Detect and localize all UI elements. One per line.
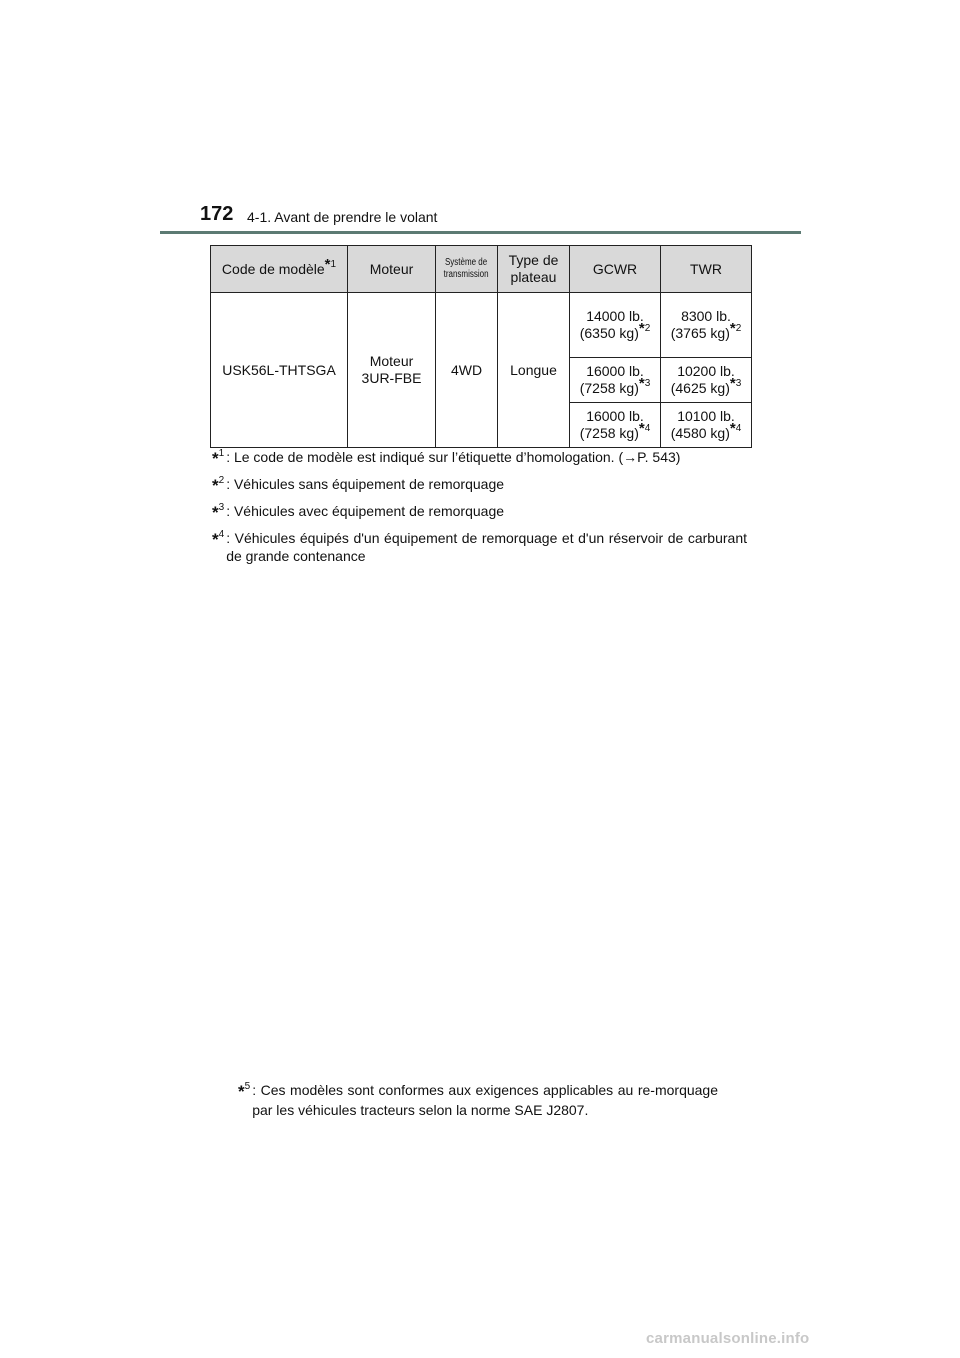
footnote [238, 1080, 718, 1120]
cell-twr: 10100 lb. (4580 kg)$^{*4}$ [661, 403, 752, 448]
footnote-text: : Le code de modèle est indiqué sur l’étiquette d’homologation. (→P. 543) [226, 449, 681, 465]
table-header-row [211, 246, 752, 293]
footnote-text: : Véhicules avec équipement de remorquage [226, 503, 505, 519]
header-model-code: Code de modèle$^{*1}$ [211, 246, 348, 293]
cell-drive: 4WD [436, 293, 498, 448]
footnote-marker: *$^4$ [212, 529, 225, 549]
cell-gcwr: 14000 lb. (6350 kg)$^{*2}$ [570, 293, 661, 358]
footnote [212, 502, 747, 522]
cell-twr: 10200 lb. (4625 kg)$^{*3}$ [661, 358, 752, 403]
footnote-marker: *$^3$ [212, 502, 225, 522]
header-transmission: Système de transmission [436, 246, 498, 293]
footnotes [212, 448, 747, 572]
header-engine: Moteur [348, 246, 436, 293]
footnote [212, 475, 747, 495]
page-number: 172 [200, 203, 234, 225]
header-divider [160, 231, 801, 234]
table-row [211, 293, 752, 358]
footnote-text: : Véhicules équipés d'un équipement de remorquage et d'un réservoir de carburant de grande contenance [226, 530, 747, 564]
cell-gcwr: 16000 lb. (7258 kg)$^{*3}$ [570, 358, 661, 403]
header-twr: TWR [661, 246, 752, 293]
cell-twr: 8300 lb. (3765 kg)$^{*2}$ [661, 293, 752, 358]
watermark: carmanualsonline.info [646, 1330, 810, 1347]
towing-capacity-table [210, 245, 752, 448]
bottom-footnote [238, 1080, 718, 1127]
footnote-text: : Véhicules sans équipement de remorquage [226, 476, 505, 492]
footnote [212, 448, 747, 468]
cell-bed-type: Longue [498, 293, 570, 448]
footnote-marker: *$^5$ [238, 1081, 251, 1101]
footnote-text: : Ces modèles sont conformes aux exigences applicables au re-morquage par les véhicules tracteurs selon la norme SAE J2807. [252, 1082, 718, 1118]
cell-engine: Moteur 3UR-FBE [348, 293, 436, 448]
cell-model-code: USK56L-THTSGA [211, 293, 348, 448]
cell-gcwr: 16000 lb. (7258 kg)$^{*4}$ [570, 403, 661, 448]
header-bed-type: Type de plateau [498, 246, 570, 293]
footnote-marker: *$^1$ [212, 448, 225, 468]
footnote-marker: *$^2$ [212, 475, 225, 495]
header-gcwr: GCWR [570, 246, 661, 293]
footnote [212, 529, 747, 565]
section-title: 4-1. Avant de prendre le volant [247, 209, 438, 225]
